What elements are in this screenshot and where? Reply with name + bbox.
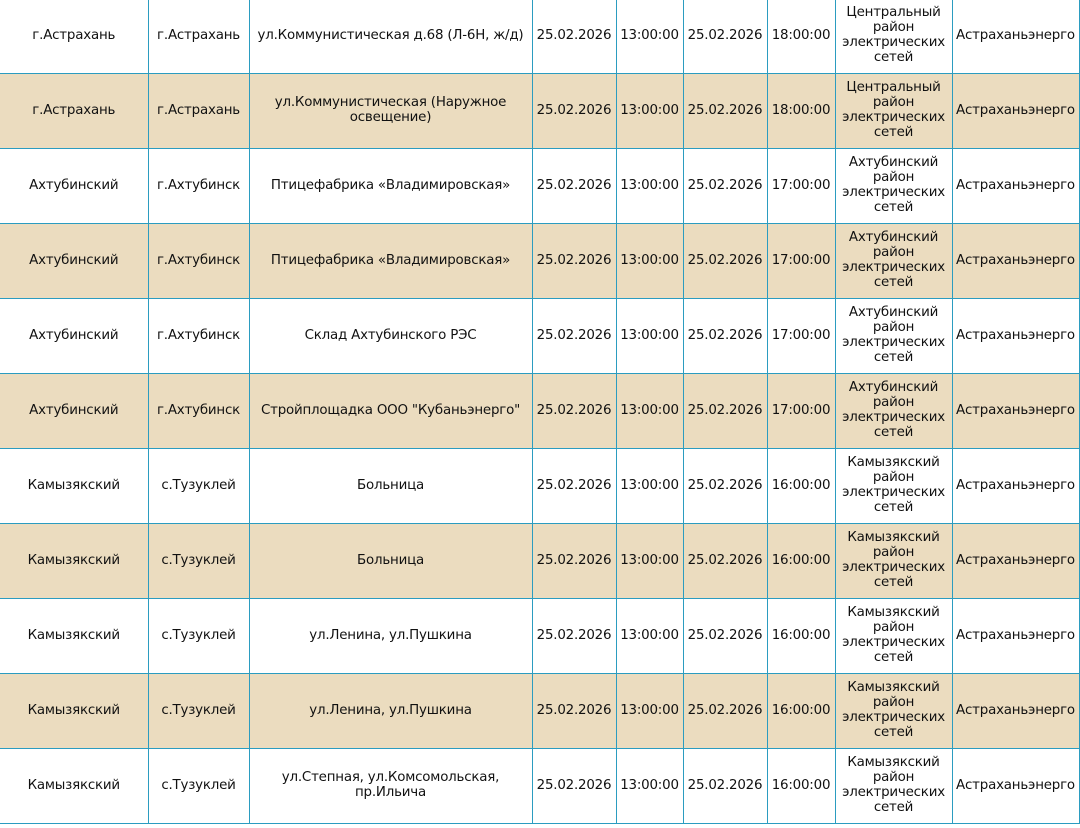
network-area-cell: Центральный район электрических сетей xyxy=(835,0,952,74)
start-date-cell: 25.02.2026 xyxy=(532,449,616,524)
end-date-cell: 25.02.2026 xyxy=(683,524,767,599)
end-date-cell: 25.02.2026 xyxy=(683,674,767,749)
start-date-cell: 25.02.2026 xyxy=(532,299,616,374)
end-time-cell: 17:00:00 xyxy=(767,149,835,224)
table-row xyxy=(0,299,1079,374)
locality-cell: г.Астрахань xyxy=(148,74,249,149)
network-area-cell: Ахтубинский район электрических сетей xyxy=(835,224,952,299)
district-cell: Ахтубинский xyxy=(0,374,148,449)
locality-cell: с.Тузуклей xyxy=(148,674,249,749)
locality-cell: г.Ахтубинск xyxy=(148,299,249,374)
start-date-cell: 25.02.2026 xyxy=(532,374,616,449)
start-time-cell: 13:00:00 xyxy=(616,449,683,524)
start-date-cell: 25.02.2026 xyxy=(532,149,616,224)
network-area-cell: Ахтубинский район электрических сетей xyxy=(835,149,952,224)
company-cell: Астраханьэнерго xyxy=(952,224,1079,299)
district-cell: Камызякский xyxy=(0,674,148,749)
company-cell: Астраханьэнерго xyxy=(952,149,1079,224)
table-row xyxy=(0,374,1079,449)
locality-cell: с.Тузуклей xyxy=(148,449,249,524)
start-time-cell: 13:00:00 xyxy=(616,674,683,749)
district-cell: Камызякский xyxy=(0,599,148,674)
end-time-cell: 16:00:00 xyxy=(767,749,835,824)
start-time-cell: 13:00:00 xyxy=(616,524,683,599)
end-date-cell: 25.02.2026 xyxy=(683,449,767,524)
network-area-cell: Камызякский район электрических сетей xyxy=(835,524,952,599)
table-row xyxy=(0,674,1079,749)
network-area-cell: Камызякский район электрических сетей xyxy=(835,674,952,749)
company-cell: Астраханьэнерго xyxy=(952,0,1079,74)
locality-cell: г.Астрахань xyxy=(148,0,249,74)
company-cell: Астраханьэнерго xyxy=(952,74,1079,149)
end-time-cell: 18:00:00 xyxy=(767,0,835,74)
end-time-cell: 16:00:00 xyxy=(767,674,835,749)
district-cell: г.Астрахань xyxy=(0,74,148,149)
network-area-cell: Центральный район электрических сетей xyxy=(835,74,952,149)
locality-cell: с.Тузуклей xyxy=(148,524,249,599)
address-cell: ул.Степная, ул.Комсомольская, пр.Ильича xyxy=(249,749,532,824)
table-row xyxy=(0,599,1079,674)
address-cell: Птицефабрика «Владимировская» xyxy=(249,224,532,299)
start-date-cell: 25.02.2026 xyxy=(532,749,616,824)
district-cell: Ахтубинский xyxy=(0,149,148,224)
end-date-cell: 25.02.2026 xyxy=(683,599,767,674)
address-cell: Больница xyxy=(249,524,532,599)
start-time-cell: 13:00:00 xyxy=(616,0,683,74)
district-cell: Камызякский xyxy=(0,524,148,599)
end-time-cell: 18:00:00 xyxy=(767,74,835,149)
end-time-cell: 16:00:00 xyxy=(767,449,835,524)
table-row xyxy=(0,149,1079,224)
address-cell: Больница xyxy=(249,449,532,524)
table-row xyxy=(0,0,1079,74)
end-date-cell: 25.02.2026 xyxy=(683,299,767,374)
company-cell: Астраханьэнерго xyxy=(952,299,1079,374)
start-date-cell: 25.02.2026 xyxy=(532,599,616,674)
start-date-cell: 25.02.2026 xyxy=(532,524,616,599)
company-cell: Астраханьэнерго xyxy=(952,674,1079,749)
end-date-cell: 25.02.2026 xyxy=(683,224,767,299)
network-area-cell: Камызякский район электрических сетей xyxy=(835,449,952,524)
table-row xyxy=(0,74,1079,149)
start-time-cell: 13:00:00 xyxy=(616,74,683,149)
locality-cell: г.Ахтубинск xyxy=(148,224,249,299)
locality-cell: с.Тузуклей xyxy=(148,749,249,824)
company-cell: Астраханьэнерго xyxy=(952,374,1079,449)
company-cell: Астраханьэнерго xyxy=(952,449,1079,524)
address-cell: ул.Ленина, ул.Пушкина xyxy=(249,599,532,674)
network-area-cell: Камызякский район электрических сетей xyxy=(835,599,952,674)
address-cell: ул.Коммунистическая (Наружное освещение) xyxy=(249,74,532,149)
start-time-cell: 13:00:00 xyxy=(616,299,683,374)
table-row xyxy=(0,224,1079,299)
end-time-cell: 17:00:00 xyxy=(767,299,835,374)
company-cell: Астраханьэнерго xyxy=(952,749,1079,824)
start-date-cell: 25.02.2026 xyxy=(532,674,616,749)
end-time-cell: 17:00:00 xyxy=(767,224,835,299)
table-row xyxy=(0,524,1079,599)
address-cell: Склад Ахтубинского РЭС xyxy=(249,299,532,374)
network-area-cell: Камызякский район электрических сетей xyxy=(835,749,952,824)
end-date-cell: 25.02.2026 xyxy=(683,374,767,449)
network-area-cell: Ахтубинский район электрических сетей xyxy=(835,299,952,374)
end-time-cell: 16:00:00 xyxy=(767,599,835,674)
address-cell: Птицефабрика «Владимировская» xyxy=(249,149,532,224)
company-cell: Астраханьэнерго xyxy=(952,599,1079,674)
district-cell: Камызякский xyxy=(0,749,148,824)
district-cell: г.Астрахань xyxy=(0,0,148,74)
locality-cell: с.Тузуклей xyxy=(148,599,249,674)
start-time-cell: 13:00:00 xyxy=(616,224,683,299)
address-cell: Стройплощадка ООО "Кубаньэнерго" xyxy=(249,374,532,449)
end-time-cell: 16:00:00 xyxy=(767,524,835,599)
end-date-cell: 25.02.2026 xyxy=(683,149,767,224)
start-time-cell: 13:00:00 xyxy=(616,149,683,224)
locality-cell: г.Ахтубинск xyxy=(148,374,249,449)
district-cell: Ахтубинский xyxy=(0,299,148,374)
start-time-cell: 13:00:00 xyxy=(616,749,683,824)
table-row xyxy=(0,749,1079,824)
start-date-cell: 25.02.2026 xyxy=(532,0,616,74)
address-cell: ул.Ленина, ул.Пушкина xyxy=(249,674,532,749)
end-time-cell: 17:00:00 xyxy=(767,374,835,449)
locality-cell: г.Ахтубинск xyxy=(148,149,249,224)
end-date-cell: 25.02.2026 xyxy=(683,74,767,149)
start-time-cell: 13:00:00 xyxy=(616,599,683,674)
district-cell: Ахтубинский xyxy=(0,224,148,299)
end-date-cell: 25.02.2026 xyxy=(683,749,767,824)
network-area-cell: Ахтубинский район электрических сетей xyxy=(835,374,952,449)
end-date-cell: 25.02.2026 xyxy=(683,0,767,74)
district-cell: Камызякский xyxy=(0,449,148,524)
table-row xyxy=(0,449,1079,524)
start-date-cell: 25.02.2026 xyxy=(532,74,616,149)
start-time-cell: 13:00:00 xyxy=(616,374,683,449)
company-cell: Астраханьэнерго xyxy=(952,524,1079,599)
address-cell: ул.Коммунистическая д.68 (Л-6Н, ж/д) xyxy=(249,0,532,74)
start-date-cell: 25.02.2026 xyxy=(532,224,616,299)
